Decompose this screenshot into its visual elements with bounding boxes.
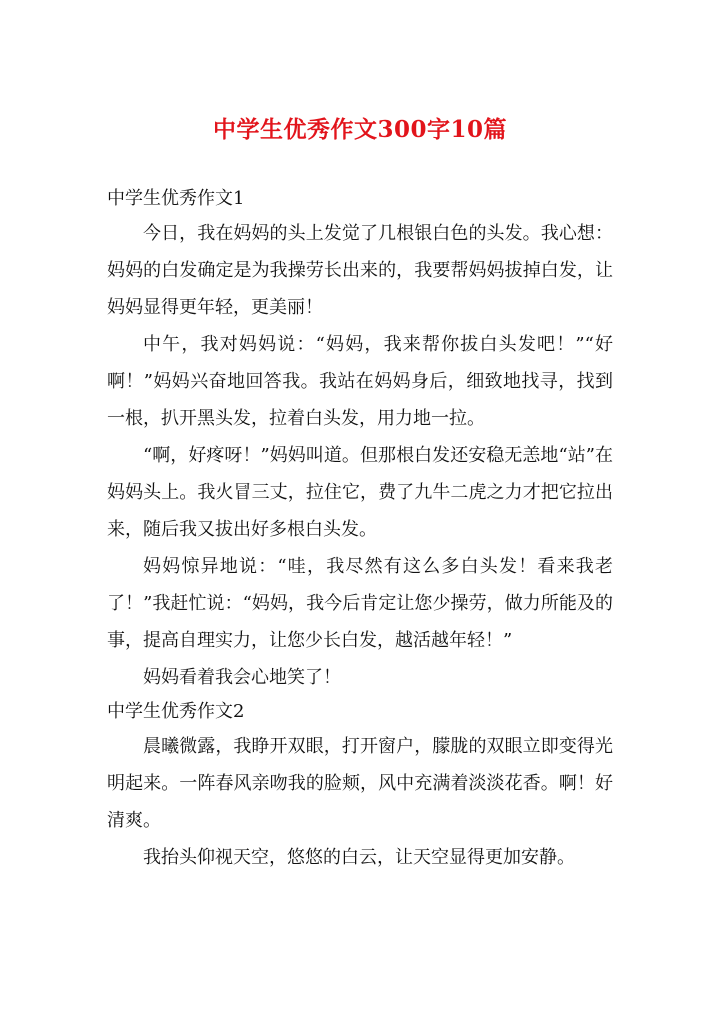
paragraph: 晨曦微露，我睁开双眼，打开窗户，朦胧的双眼立即变得光明起来。一阵春风亲吻我的脸颊，风中充满着淡淡花香。啊！好清爽。 bbox=[107, 736, 613, 831]
paragraph: 我抬头仰视天空，悠悠的白云，让天空显得更加安静。 bbox=[143, 847, 575, 868]
paragraph: 妈妈惊异地说：“哇，我尽然有这么多白头发！看来我老了！”我赶忙说：“妈妈，我今后肯定让您少操劳，做力所能及的事，提高自理实力，让您少长白发，越活越年轻！” bbox=[107, 556, 613, 651]
paragraph: 中午，我对妈妈说：“妈妈，我来帮你拔白头发吧！”“好啊！”妈妈兴奋地回答我。我站在妈妈身后，细致地找寻，找到一根，扒开黑头发，拉着白头发，用力地一拉。 bbox=[107, 334, 613, 429]
section-heading: 中学生优秀作文1 bbox=[107, 188, 245, 209]
essay-section-2 bbox=[107, 696, 613, 876]
document-title: 中学生优秀作文300字10篇 bbox=[212, 116, 508, 143]
paragraph: “啊，好疼呀！”妈妈叫道。但那根白发还安稳无恙地“站”在妈妈头上。我火冒三丈，拉住它，费了九牛二虎之力才把它拉出来，随后我又拔出好多根白头发。 bbox=[107, 445, 613, 540]
section-heading: 中学生优秀作文2 bbox=[107, 701, 245, 722]
essay-section-1 bbox=[107, 183, 613, 696]
paragraph: 今日，我在妈妈的头上发觉了几根银白色的头发。我心想：妈妈的白发确定是为我操劳长出来的，我要帮妈妈拔掉白发，让妈妈显得更年轻，更美丽！ bbox=[107, 223, 613, 318]
paragraph: 妈妈看着我会心地笑了！ bbox=[143, 667, 341, 688]
